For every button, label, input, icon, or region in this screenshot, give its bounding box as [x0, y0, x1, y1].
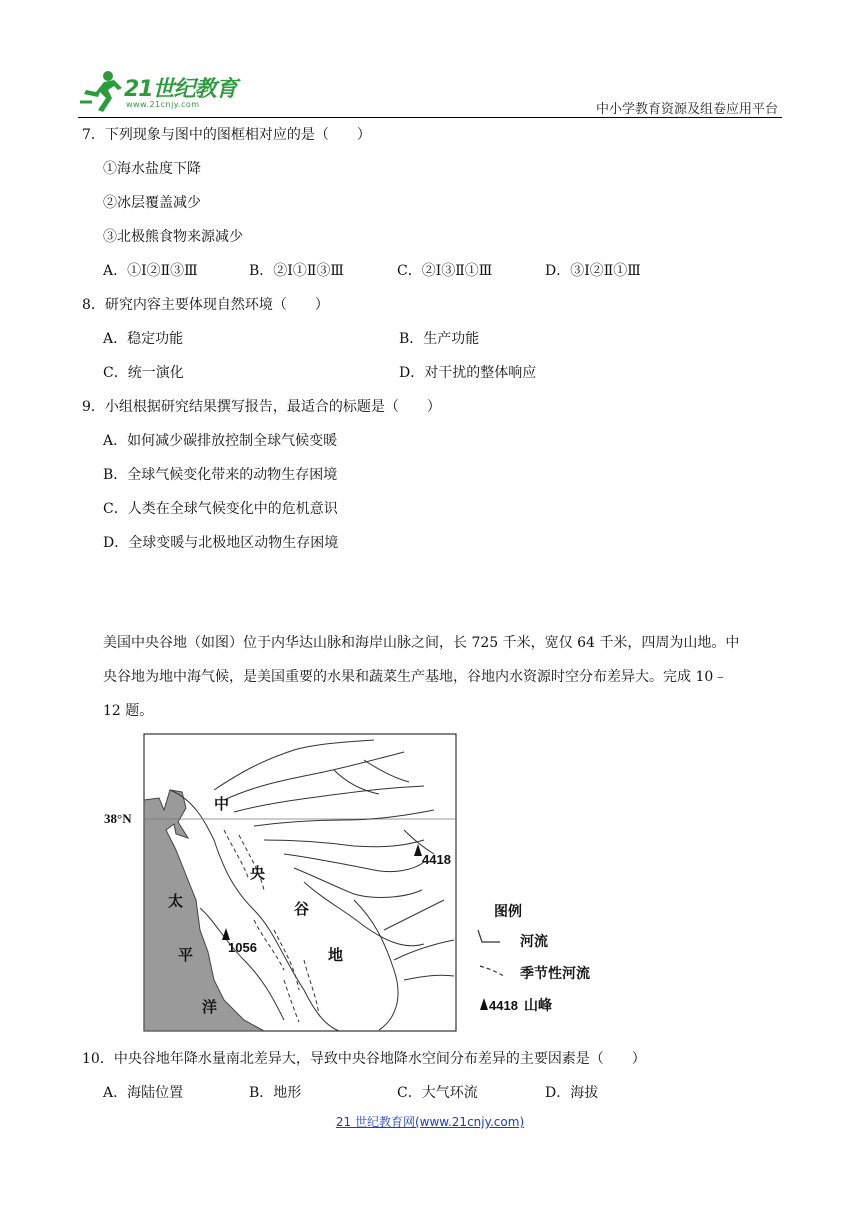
q7-item-3: ③北极熊食物来源减少	[103, 229, 243, 245]
q10-option-c: C．大气环流	[397, 1085, 478, 1101]
q8-option-b: B．生产功能	[399, 331, 480, 347]
peak-4418-icon	[414, 844, 422, 856]
q7-option-d: D．③Ⅰ②Ⅱ①Ⅲ	[545, 263, 641, 279]
passage-line-1: 美国中央谷地（如图）位于内华达山脉和海岸山脉之间，长 725 千米，宽仅 64 千米，四周为山地。中	[103, 635, 740, 651]
q9-option-b: B．全球气候变化带来的动物生存困境	[103, 467, 338, 483]
ocean-label-ping: 平	[178, 948, 194, 964]
legend-seasonal-label: 季节性河流	[520, 967, 590, 982]
logo-url: www.21cnjy.com	[126, 100, 200, 109]
q8-stem: 8．研究内容主要体现自然环境（ ）	[82, 297, 329, 313]
passage-line-2: 央谷地为地中海气候，是美国重要的水果和蔬菜生产基地，谷地内水资源时空分布差异大。完成 10﹣	[103, 669, 728, 685]
q7-option-c: C．②Ⅰ③Ⅱ①Ⅲ	[397, 263, 493, 279]
map-label-gu: 谷	[294, 902, 310, 918]
map-label-zhong: 中	[214, 797, 230, 813]
q7-option-b: B．②Ⅰ①Ⅱ③Ⅲ	[249, 263, 344, 279]
logo	[78, 68, 248, 116]
legend-river-label: 河流	[520, 935, 548, 950]
footer-link[interactable]: 21 世纪教育网(www.21cnjy.com)	[335, 1115, 525, 1129]
map-label-yang: 央	[250, 866, 266, 882]
peak-1056-icon	[222, 928, 230, 940]
legend-seasonal-icon	[480, 966, 504, 976]
platform-title: 中小学教育资源及组卷应用平台	[595, 102, 778, 117]
q9-stem: 9．小组根据研究结果撰写报告，最适合的标题是（ ）	[82, 399, 441, 415]
q8-option-c: C．统一演化	[103, 365, 184, 381]
q7-option-a: A．①Ⅰ②Ⅱ③Ⅲ	[103, 263, 198, 279]
q10-option-b: B．地形	[249, 1085, 302, 1101]
river-network	[214, 740, 454, 1030]
runner-logo-icon	[78, 68, 126, 114]
peak-1056-label: 1056	[228, 940, 257, 955]
q8-option-d: D．对干扰的整体响应	[399, 365, 537, 381]
legend-peak-value: 4418	[489, 998, 518, 1013]
passage-line-3: 12 题。	[103, 703, 154, 719]
q9-option-d: D．全球变暖与北极地区动物生存困境	[103, 535, 339, 551]
q10-stem: 10．中央谷地年降水量南北差异大，导致中央谷地降水空间分布差异的主要因素是（ ）	[82, 1051, 646, 1067]
legend-title: 图例	[494, 905, 522, 920]
q9-option-a: A．如何减少碳排放控制全球气候变暖	[103, 433, 338, 449]
q9-option-c: C．人类在全球气候变化中的危机意识	[103, 501, 338, 517]
central-valley-map	[104, 730, 604, 1035]
seasonal-river-network	[224, 830, 319, 1022]
latitude-label: 38°N	[104, 811, 132, 826]
q10-option-d: D．海拔	[545, 1085, 599, 1101]
q10-option-a: A．海陆位置	[103, 1085, 184, 1101]
peak-4418-label: 4418	[422, 852, 451, 867]
page-header	[78, 68, 782, 120]
legend-peak-icon	[480, 998, 488, 1010]
q7-item-1: ①海水盐度下降	[103, 161, 201, 177]
q8-option-a: A．稳定功能	[103, 331, 184, 347]
legend-river-icon	[478, 930, 500, 942]
header-divider	[78, 117, 782, 118]
logo-text: 21世纪教育	[124, 77, 237, 102]
ocean-label-yang: 洋	[202, 1000, 218, 1016]
q7-item-2: ②冰层覆盖减少	[103, 195, 201, 211]
map-label-di: 地	[328, 948, 344, 964]
ocean-label-tai: 太	[168, 894, 184, 910]
q7-stem: 7．下列现象与图中的图框相对应的是（ ）	[82, 127, 371, 143]
legend-peak-label: 山峰	[524, 999, 552, 1014]
ocean-area	[144, 790, 264, 1031]
